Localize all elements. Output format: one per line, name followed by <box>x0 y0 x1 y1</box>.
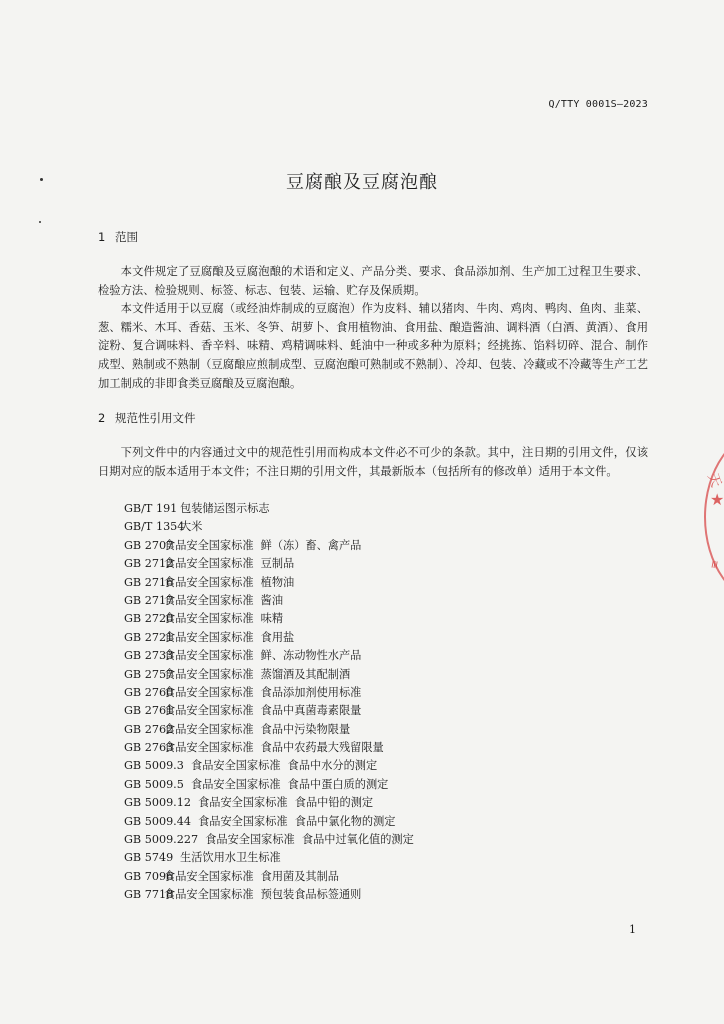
reference-standard-type: 食品安全国家标准 <box>191 777 281 791</box>
page-number: 1 <box>629 923 636 936</box>
section-number: 1 <box>98 230 106 244</box>
section-heading-scope <box>98 229 138 245</box>
reference-code: GB 2733 <box>124 649 174 663</box>
reference-code: GB 2720 <box>124 612 174 626</box>
reference-standard-type: 食品安全国家标准 <box>191 759 281 773</box>
reference-title: 食品中农药最大残留限量 <box>260 741 384 755</box>
reference-item <box>124 813 414 831</box>
reference-code: GB 5009.227 <box>124 833 199 847</box>
reference-code: GB 2762 <box>124 722 174 736</box>
reference-title: 食品中水分的测定 <box>287 759 378 773</box>
reference-code: GB/T 191 <box>124 502 178 515</box>
reference-title: 食品中过氧化值的测定 <box>301 833 414 847</box>
reference-code: GB 2763 <box>124 741 174 755</box>
references-intro-paragraph: 下列文件中的内容通过文中的规范性引用而构成本文件必不可少的条款。其中，注日期的引用文件，仅该日期对应的版本适用于本文件；不注日期的引用文件，其最新版本（包括所有的修改单）适用于本文件。 <box>98 446 648 478</box>
reference-title: 味精 <box>260 612 284 626</box>
section-title: 规范性引用文件 <box>115 411 196 425</box>
reference-title: 食品中蛋白质的测定 <box>287 777 389 791</box>
reference-code: GB 2761 <box>124 704 174 718</box>
scope-paragraph-1: 本文件规定了豆腐酿及豆腐泡酿的术语和定义、产品分类、要求、食品添加剂、生产加工过程卫生要求、检验方法、检验规则、标签、标志、包装、运输、贮存及保质期。 <box>98 265 648 297</box>
reference-code: GB 2717 <box>124 593 174 607</box>
reference-code: GB 2721 <box>124 630 174 644</box>
reference-standard-type: 食品安全国家标准 <box>198 796 288 810</box>
reference-code: GB 2760 <box>124 685 174 699</box>
reference-title: 预包装食品标签通则 <box>260 888 362 902</box>
seal-glyph: 天 <box>704 471 724 490</box>
reference-item <box>124 647 414 665</box>
reference-item <box>124 702 414 720</box>
reference-item <box>124 500 414 518</box>
reference-code: GB 2757 <box>124 667 174 681</box>
reference-standard-type: 食品安全国家标准 <box>164 557 254 571</box>
reference-title: 食品中真菌毒素限量 <box>260 704 362 718</box>
reference-standard-type: 食品安全国家标准 <box>164 685 254 699</box>
reference-title: 鲜、冻动物性水产品 <box>260 649 362 663</box>
reference-code: GB 2712 <box>124 557 174 571</box>
reference-title: 生活饮用水卫生标准 <box>180 851 281 865</box>
reference-title: 食品中铅的测定 <box>294 796 374 810</box>
scan-speck <box>39 221 41 223</box>
reference-title: 豆制品 <box>260 557 295 571</box>
reference-title: 食品中氯化物的测定 <box>294 814 396 828</box>
section-heading-normative-references <box>98 410 196 426</box>
reference-standard-type: 食品安全国家标准 <box>164 630 254 644</box>
reference-standard-type: 食品安全国家标准 <box>164 667 254 681</box>
reference-standard-type: 食品安全国家标准 <box>164 888 254 902</box>
reference-item <box>124 868 414 886</box>
reference-standard-type: 食品安全国家标准 <box>164 869 254 883</box>
reference-title: 酱油 <box>260 593 284 607</box>
reference-title: 鲜（冻）畜、禽产品 <box>260 538 362 552</box>
reference-standard-type: 食品安全国家标准 <box>164 704 254 718</box>
reference-code: GB 5009.5 <box>124 777 184 791</box>
reference-standard-type: 食品安全国家标准 <box>164 741 254 755</box>
reference-code: GB 7718 <box>124 888 174 902</box>
reference-item <box>124 684 414 702</box>
reference-standard-type: 食品安全国家标准 <box>205 833 295 847</box>
reference-item <box>124 776 414 794</box>
reference-standard-type: 食品安全国家标准 <box>164 612 254 626</box>
reference-item <box>124 574 414 592</box>
reference-item <box>124 886 414 904</box>
reference-item <box>124 794 414 812</box>
reference-title: 食品中污染物限量 <box>260 722 351 736</box>
reference-item <box>124 610 414 628</box>
section-number: 2 <box>98 411 106 425</box>
reference-item <box>124 537 414 555</box>
section-title: 范围 <box>115 230 138 244</box>
reference-list <box>124 500 414 905</box>
reference-code: GB 5749 <box>124 851 174 865</box>
reference-item <box>124 629 414 647</box>
reference-standard-type: 食品安全国家标准 <box>164 649 254 663</box>
seal-ring <box>704 430 724 600</box>
reference-item <box>124 721 414 739</box>
reference-title: 食品添加剂使用标准 <box>260 685 362 699</box>
reference-standard-type: 食品安全国家标准 <box>164 538 254 552</box>
reference-code: GB 7096 <box>124 869 174 883</box>
scope-paragraph-2: 本文件适用于以豆腐（或经油炸制成的豆腐泡）作为皮料、辅以猪肉、牛肉、鸡肉、鸭肉、鱼肉、韭菜、葱、糯米、木耳、香菇、玉米、冬笋、胡萝卜、食用植物油、食用盐、酿造酱油、调料酒（白酒、黄酒）、食用淀粉、复合调味料、香辛料、味精、鸡精调味料、蚝油中一种或多种为原料；经挑拣、馅料切碎、混合、制作成型、熟制或不熟制（豆腐酿应煎制成型、豆腐泡酿可熟制或不熟制）、冷却、包装、冷藏或不冷藏等生产工艺加工制成的非即食类豆腐酿及豆腐泡酿。 <box>98 302 648 390</box>
reference-item <box>124 666 414 684</box>
reference-code: GB/T 1354 <box>124 520 185 534</box>
reference-item <box>124 849 414 867</box>
reference-item <box>124 555 414 573</box>
reference-title: 大米 <box>180 520 203 534</box>
reference-title: 包装储运图示标志 <box>180 502 270 515</box>
reference-code: GB 5009.3 <box>124 759 184 773</box>
reference-code: GB 5009.44 <box>124 814 191 828</box>
seal-text-fragment: ≡ <box>707 558 722 571</box>
reference-standard-type: 食品安全国家标准 <box>164 593 254 607</box>
reference-item <box>124 592 414 610</box>
reference-standard-type: 食品安全国家标准 <box>164 722 254 736</box>
reference-standard-type: 食品安全国家标准 <box>164 575 254 589</box>
reference-code: GB 2716 <box>124 575 174 589</box>
reference-item <box>124 518 414 536</box>
reference-title: 植物油 <box>260 575 295 589</box>
reference-item <box>124 757 414 775</box>
reference-title: 蒸馏酒及其配制酒 <box>260 667 351 681</box>
reference-item <box>124 739 414 757</box>
reference-item <box>124 831 414 849</box>
document-code: Q/TTY 0001S—2023 <box>548 99 648 110</box>
reference-title: 食用盐 <box>260 630 295 644</box>
reference-code: GB 5009.12 <box>124 796 191 810</box>
reference-code: GB 2707 <box>124 538 174 552</box>
reference-title: 食用菌及其制品 <box>260 869 339 883</box>
document-title: 豆腐酿及豆腐泡酿 <box>286 172 438 193</box>
seal-stamp-fragment <box>704 430 724 600</box>
seal-star-icon: ★ <box>710 490 724 509</box>
reference-standard-type: 食品安全国家标准 <box>198 814 288 828</box>
